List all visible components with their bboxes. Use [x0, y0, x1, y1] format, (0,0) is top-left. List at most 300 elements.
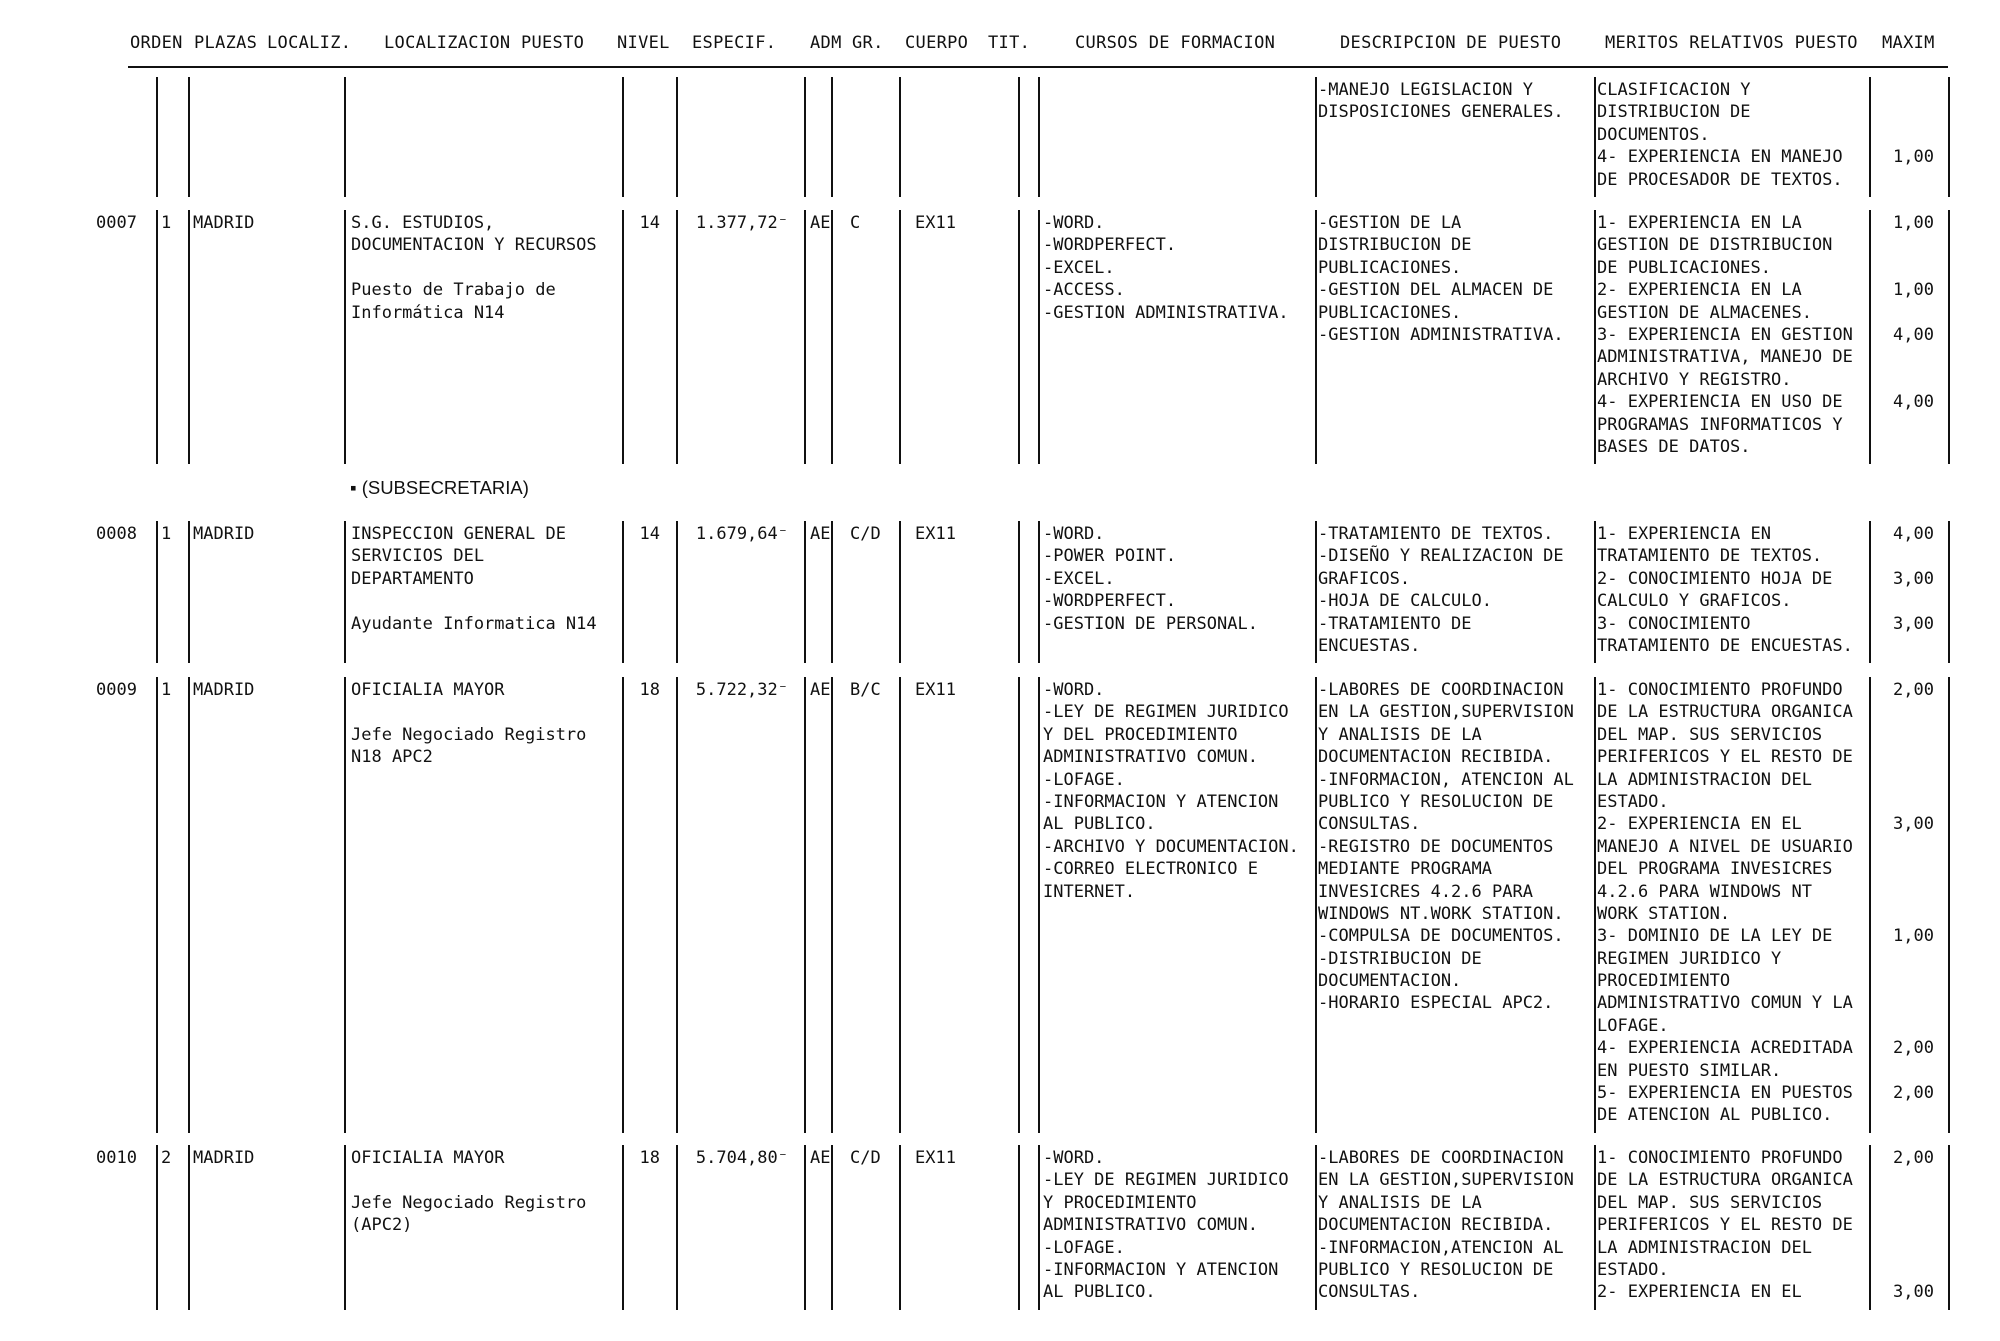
cell-maxim-line: 3,00 — [1893, 568, 1934, 589]
column-rule — [676, 77, 678, 197]
cell-descripcion — [1318, 212, 1564, 346]
cell-meritos-line: DE ATENCION AL PUBLICO. — [1597, 1105, 1833, 1126]
cell-descripcion-line: PUBLICO Y RESOLUCION DE — [1318, 791, 1554, 812]
cell-localizacion — [351, 212, 597, 324]
cell-maxim-line — [1862, 234, 1934, 256]
cell-localizacion-line: Jefe Negociado Registro — [351, 1192, 587, 1213]
cell-meritos-line: LA ADMINISTRACION DEL — [1597, 769, 1812, 790]
cell-localizacion-line: (APC2) — [351, 1215, 413, 1236]
column-rule — [899, 677, 901, 1133]
column-rule — [1018, 521, 1020, 663]
cell-orden: 0009 — [96, 680, 137, 700]
cell-maxim-line — [1862, 436, 1934, 458]
cell-maxim-line — [1862, 169, 1934, 191]
cell-descripcion-line: CONSULTAS. — [1318, 1282, 1421, 1303]
cell-descripcion-line: WINDOWS NT.WORK STATION. — [1318, 903, 1564, 924]
cell-meritos-line: PROCEDIMIENTO — [1597, 971, 1731, 992]
header-meritos: MERITOS RELATIVOS PUESTO — [1605, 33, 1858, 53]
cell-localizacion-line: N18 APC2 — [351, 747, 433, 768]
column-rule — [1948, 210, 1950, 464]
cell-meritos-line: PERIFERICOS Y EL RESTO DE — [1597, 747, 1853, 768]
column-rule — [1315, 1145, 1317, 1310]
cell-descripcion-line: -LABORES DE COORDINACION — [1318, 1148, 1564, 1168]
cell-cursos-line: ADMINISTRATIVO COMUN. — [1043, 747, 1258, 768]
cell-cursos-line: -GESTION DE PERSONAL. — [1043, 613, 1258, 634]
cell-cursos-line: -EXCEL. — [1043, 257, 1115, 278]
cell-especif: 1.377,72⁻ — [695, 213, 788, 233]
cell-maxim-line — [1862, 635, 1934, 657]
column-rule — [804, 521, 806, 663]
cell-descripcion-line: -INFORMACION,ATENCION AL — [1318, 1237, 1564, 1258]
cell-localizacion-line — [351, 590, 597, 612]
cell-descripcion-line: -DISEÑO Y REALIZACION DE — [1318, 546, 1564, 567]
cell-localizacion-line: OFICIALIA MAYOR — [351, 680, 505, 700]
header-descripcion: DESCRIPCION DE PUESTO — [1340, 33, 1562, 53]
column-rule — [1038, 1145, 1040, 1310]
cell-meritos-line: DEL PROGRAMA INVESICRES — [1597, 859, 1833, 880]
cell-meritos-line: GESTION DE ALMACENES. — [1597, 302, 1812, 323]
column-rule — [344, 210, 346, 464]
cell-maxim-line — [1862, 858, 1934, 880]
cell-maxim-line — [1862, 1214, 1934, 1236]
cell-orden: 0010 — [96, 1148, 137, 1168]
header-rule — [128, 66, 1948, 68]
cell-cursos-line: AL PUBLICO. — [1043, 1282, 1156, 1303]
column-rule — [188, 210, 190, 464]
cell-cursos — [1043, 1147, 1289, 1304]
cell-maxim-line: 3,00 — [1893, 814, 1934, 835]
cell-maxim-line: 3,00 — [1893, 1282, 1934, 1303]
cell-orden: 0008 — [96, 524, 137, 544]
cell-localizacion-line — [351, 257, 597, 279]
column-rule — [1038, 677, 1040, 1133]
cell-cursos-line: -INFORMACION Y ATENCION — [1043, 791, 1279, 812]
cell-cuerpo: EX11 — [915, 680, 956, 700]
header-tit: TIT. — [988, 33, 1031, 53]
cell-meritos-line: 3- CONOCIMIENTO — [1597, 613, 1751, 634]
cell-meritos-line: 2- EXPERIENCIA EN LA — [1597, 280, 1802, 301]
cell-descripcion-line: -TRATAMIENTO DE TEXTOS. — [1318, 524, 1554, 544]
cell-nivel: 18 — [639, 1148, 660, 1168]
cell-cursos-line: -WORD. — [1043, 680, 1105, 700]
cell-plazas: 1 — [161, 213, 172, 233]
cell-descripcion-line: -GESTION ADMINISTRATIVA. — [1318, 324, 1564, 345]
column-rule — [156, 77, 158, 197]
cell-meritos-line: CLASIFICACION Y — [1597, 80, 1751, 100]
cell-descripcion-line: PUBLICO Y RESOLUCION DE — [1318, 1259, 1554, 1280]
column-rule — [1594, 77, 1596, 197]
column-rule — [1315, 521, 1317, 663]
cell-meritos-line: LOFAGE. — [1597, 1015, 1669, 1036]
cell-maxim — [1862, 523, 1934, 657]
column-rule — [899, 1145, 901, 1310]
cell-meritos-line: WORK STATION. — [1597, 903, 1731, 924]
cell-maxim — [1862, 679, 1934, 1127]
cell-localizacion — [351, 523, 597, 635]
column-rule — [1038, 77, 1040, 197]
cell-maxim-line — [1862, 1060, 1934, 1082]
cell-descripcion-line: -HORARIO ESPECIAL APC2. — [1318, 993, 1554, 1014]
cell-cursos — [1043, 679, 1299, 903]
cell-localizacion-line — [351, 1169, 586, 1191]
cell-gr: C — [850, 213, 861, 233]
cell-meritos — [1597, 679, 1853, 1127]
cell-descripcion-line: -DISTRIBUCION DE — [1318, 948, 1482, 969]
section-label: ▪ (SUBSECRETARIA) — [350, 477, 529, 498]
cell-meritos-line: DE PROCESADOR DE TEXTOS. — [1597, 169, 1843, 190]
cell-adm: AE — [810, 213, 831, 233]
cell-maxim-line: 1,00 — [1893, 147, 1934, 168]
cell-maxim-line — [1862, 701, 1934, 723]
cell-maxim-line — [1862, 836, 1934, 858]
cell-meritos — [1597, 1147, 1853, 1304]
cell-maxim-line: 4,00 — [1893, 324, 1934, 345]
cell-descripcion — [1318, 1147, 1574, 1304]
cell-gr: C/D — [850, 1148, 881, 1168]
cell-maxim-line — [1862, 346, 1934, 368]
cell-descripcion-line: EN LA GESTION,SUPERVISION — [1318, 702, 1574, 723]
cell-meritos-line: 4- EXPERIENCIA EN MANEJO — [1597, 147, 1843, 168]
column-rule — [831, 521, 833, 663]
cell-maxim-line: 2,00 — [1893, 1083, 1934, 1104]
column-rule — [804, 77, 806, 197]
cell-meritos-line: DE LA ESTRUCTURA ORGANICA — [1597, 1170, 1853, 1191]
header-adm: ADM — [810, 33, 842, 53]
cell-maxim-line: 2,00 — [1893, 1148, 1934, 1168]
cell-localizacion-line: Puesto de Trabajo de — [351, 280, 556, 301]
cell-descripcion-line: -INFORMACION, ATENCION AL — [1318, 769, 1574, 790]
column-rule — [188, 77, 190, 197]
cell-maxim-line — [1862, 1169, 1934, 1191]
cell-meritos-line: EN PUESTO SIMILAR. — [1597, 1060, 1782, 1081]
cell-localizacion-line: Jefe Negociado Registro — [351, 724, 587, 745]
cell-localizacion-line: DEPARTAMENTO — [351, 568, 474, 589]
cell-maxim-line — [1862, 791, 1934, 813]
cell-maxim-line: 2,00 — [1893, 680, 1934, 700]
cell-cursos-line: Y PROCEDIMIENTO — [1043, 1192, 1197, 1213]
cell-maxim-line — [1862, 746, 1934, 768]
column-rule — [676, 521, 678, 663]
cell-gr: B/C — [850, 680, 881, 700]
cell-localizacion — [351, 679, 586, 769]
cell-cursos — [1043, 212, 1289, 324]
column-rule — [676, 210, 678, 464]
column-rule — [1018, 77, 1020, 197]
cell-meritos-line: ADMINISTRATIVA, MANEJO DE — [1597, 347, 1853, 368]
cell-maxim — [1862, 1147, 1934, 1304]
column-rule — [676, 677, 678, 1133]
column-rule — [622, 677, 624, 1133]
column-rule — [1594, 1145, 1596, 1310]
cell-nivel: 18 — [639, 680, 660, 700]
cell-gr: C/D — [850, 524, 881, 544]
column-rule — [156, 1145, 158, 1310]
cell-especif: 5.704,80⁻ — [695, 1148, 788, 1168]
cell-meritos-line: BASES DE DATOS. — [1597, 436, 1751, 457]
cell-descripcion-line: PUBLICACIONES. — [1318, 302, 1462, 323]
cell-cursos-line: -WORD. — [1043, 524, 1105, 544]
cell-meritos-line: GESTION DE DISTRIBUCION — [1597, 235, 1833, 256]
header-cuerpo: CUERPO — [905, 33, 969, 53]
cell-maxim-line — [1862, 79, 1934, 101]
column-rule — [1594, 210, 1596, 464]
cell-cursos-line: ADMINISTRATIVO COMUN. — [1043, 1215, 1258, 1236]
cell-meritos-line: ESTADO. — [1597, 1259, 1669, 1280]
column-rule — [1315, 210, 1317, 464]
cell-maxim-line: 1,00 — [1893, 926, 1934, 947]
column-rule — [899, 77, 901, 197]
cell-meritos-line: TRATAMIENTO DE TEXTOS. — [1597, 546, 1823, 567]
cell-descripcion-line: -GESTION DE LA — [1318, 213, 1462, 233]
cell-cursos-line: -EXCEL. — [1043, 568, 1115, 589]
cell-maxim-line — [1862, 992, 1934, 1014]
cell-meritos-line: DEL MAP. SUS SERVICIOS — [1597, 1192, 1823, 1213]
column-rule — [804, 677, 806, 1133]
header-plazas: PLAZAS — [194, 33, 258, 53]
cell-meritos-line: DOCUMENTOS. — [1597, 124, 1710, 145]
cell-localizacion-line: INSPECCION GENERAL DE — [351, 524, 566, 544]
cell-plazas: 2 — [161, 1148, 172, 1168]
cell-meritos-line: 4- EXPERIENCIA ACREDITADA — [1597, 1038, 1853, 1059]
column-rule — [1315, 677, 1317, 1133]
cell-meritos-line: MANEJO A NIVEL DE USUARIO — [1597, 836, 1853, 857]
cell-maxim-line: 1,00 — [1893, 213, 1934, 233]
cell-cursos-line: -WORD. — [1043, 1148, 1105, 1168]
cell-meritos-line: 4.2.6 PARA WINDOWS NT — [1597, 881, 1812, 902]
cell-descripcion-line: ENCUESTAS. — [1318, 635, 1421, 656]
cell-cursos-line: -ARCHIVO Y DOCUMENTACION. — [1043, 836, 1299, 857]
header-maxim: MAXIM — [1882, 33, 1935, 53]
cell-plazas: 1 — [161, 524, 172, 544]
cell-cursos-line: INTERNET. — [1043, 881, 1136, 902]
column-rule — [344, 1145, 346, 1310]
cell-cuerpo: EX11 — [915, 1148, 956, 1168]
header-gr: GR. — [852, 33, 884, 53]
cell-descripcion-line: -REGISTRO DE DOCUMENTOS — [1318, 836, 1554, 857]
column-rule — [804, 210, 806, 464]
cell-maxim-line — [1862, 1192, 1934, 1214]
cell-localiz: MADRID — [193, 213, 255, 233]
cell-maxim-line — [1862, 590, 1934, 612]
column-rule — [1948, 521, 1950, 663]
column-rule — [156, 210, 158, 464]
column-rule — [1018, 677, 1020, 1133]
cell-cuerpo: EX11 — [915, 213, 956, 233]
cell-meritos-line: 1- EXPERIENCIA EN — [1597, 524, 1771, 544]
cell-cursos-line: -INFORMACION Y ATENCION — [1043, 1259, 1279, 1280]
cell-adm: AE — [810, 680, 831, 700]
column-rule — [1018, 210, 1020, 464]
column-rule — [1018, 1145, 1020, 1310]
cell-cursos-line: -GESTION ADMINISTRATIVA. — [1043, 302, 1289, 323]
cell-cursos-line: Y DEL PROCEDIMIENTO — [1043, 724, 1238, 745]
cell-descripcion-line: PUBLICACIONES. — [1318, 257, 1462, 278]
cell-meritos-line: DEL MAP. SUS SERVICIOS — [1597, 724, 1823, 745]
column-rule — [622, 210, 624, 464]
cell-meritos — [1597, 79, 1843, 191]
cell-cursos-line: -LEY DE REGIMEN JURIDICO — [1043, 702, 1289, 723]
column-rule — [899, 521, 901, 663]
cell-cursos — [1043, 523, 1258, 635]
cell-adm: AE — [810, 524, 831, 544]
cell-especif: 1.679,64⁻ — [695, 524, 788, 544]
cell-meritos-line: 1- CONOCIMIENTO PROFUNDO — [1597, 680, 1843, 700]
cell-localizacion-line: SERVICIOS DEL — [351, 546, 485, 567]
column-rule — [188, 677, 190, 1133]
cell-meritos-line: 1- CONOCIMIENTO PROFUNDO — [1597, 1148, 1843, 1168]
column-rule — [831, 1145, 833, 1310]
cell-maxim-line — [1862, 1104, 1934, 1126]
cell-cursos-line: -ACCESS. — [1043, 280, 1125, 301]
cell-maxim-line — [1862, 101, 1934, 123]
cell-localiz: MADRID — [193, 680, 255, 700]
cell-meritos-line: ESTADO. — [1597, 791, 1669, 812]
cell-localiz: MADRID — [193, 1148, 255, 1168]
column-rule — [1948, 1145, 1950, 1310]
cell-cuerpo: EX11 — [915, 524, 956, 544]
cell-maxim-line — [1862, 769, 1934, 791]
cell-descripcion-line: Y ANALISIS DE LA — [1318, 724, 1482, 745]
header-nivel: NIVEL — [617, 33, 670, 53]
column-rule — [188, 1145, 190, 1310]
cell-localizacion — [351, 1147, 586, 1237]
cell-meritos-line: PERIFERICOS Y EL RESTO DE — [1597, 1215, 1853, 1236]
column-rule — [188, 521, 190, 663]
cell-meritos-line: LA ADMINISTRACION DEL — [1597, 1237, 1812, 1258]
cell-meritos-line: TRATAMIENTO DE ENCUESTAS. — [1597, 635, 1853, 656]
cell-nivel: 14 — [639, 524, 660, 544]
cell-maxim-line — [1862, 257, 1934, 279]
column-rule — [831, 210, 833, 464]
cell-especif: 5.722,32⁻ — [695, 680, 788, 700]
header-localiz: LOCALIZ. — [267, 33, 352, 53]
cell-cursos-line: -LEY DE REGIMEN JURIDICO — [1043, 1170, 1289, 1191]
cell-descripcion-line: -HOJA DE CALCULO. — [1318, 591, 1492, 612]
cell-maxim-line — [1862, 970, 1934, 992]
cell-descripcion-line: DISPOSICIONES GENERALES. — [1318, 102, 1564, 123]
column-rule — [622, 77, 624, 197]
cell-maxim — [1862, 212, 1934, 458]
cell-meritos-line: CALCULO Y GRAFICOS. — [1597, 591, 1792, 612]
cell-descripcion-line: -LABORES DE COORDINACION — [1318, 680, 1564, 700]
column-rule — [1594, 677, 1596, 1133]
column-rule — [156, 677, 158, 1133]
header-especif: ESPECIF. — [692, 33, 777, 53]
cell-localizacion-line — [351, 701, 586, 723]
cell-nivel: 14 — [639, 213, 660, 233]
header-cursos: CURSOS DE FORMACION — [1075, 33, 1276, 53]
cell-meritos-line: 3- DOMINIO DE LA LEY DE — [1597, 926, 1833, 947]
cell-localizacion-line: DOCUMENTACION Y RECURSOS — [351, 235, 597, 256]
cell-cursos-line: -WORD. — [1043, 213, 1105, 233]
cell-maxim-line — [1862, 545, 1934, 567]
cell-descripcion-line: DOCUMENTACION RECIBIDA. — [1318, 747, 1554, 768]
cell-maxim-line — [1862, 302, 1934, 324]
column-rule — [831, 77, 833, 197]
cell-meritos-line: REGIMEN JURIDICO Y — [1597, 948, 1782, 969]
cell-descripcion-line: GRAFICOS. — [1318, 568, 1411, 589]
cell-descripcion — [1318, 523, 1564, 657]
column-rule — [1948, 677, 1950, 1133]
cell-meritos-line: 3- EXPERIENCIA EN GESTION — [1597, 324, 1853, 345]
cell-meritos-line: PROGRAMAS INFORMATICOS Y — [1597, 414, 1843, 435]
cell-descripcion-line: MEDIANTE PROGRAMA — [1318, 859, 1492, 880]
cell-maxim-line: 4,00 — [1893, 392, 1934, 413]
cell-descripcion-line: CONSULTAS. — [1318, 814, 1421, 835]
column-rule — [1948, 77, 1950, 197]
cell-maxim-line — [1862, 881, 1934, 903]
cell-descripcion-line: DISTRIBUCION DE — [1318, 235, 1472, 256]
column-rule — [676, 1145, 678, 1310]
column-rule — [1038, 210, 1040, 464]
column-rule — [1038, 521, 1040, 663]
cell-maxim-line: 3,00 — [1893, 613, 1934, 634]
cell-localizacion-line: Ayudante Informatica N14 — [351, 613, 597, 634]
cell-descripcion-line: -GESTION DEL ALMACEN DE — [1318, 280, 1554, 301]
column-rule — [622, 1145, 624, 1310]
cell-meritos-line: 2- CONOCIMIENTO HOJA DE — [1597, 568, 1833, 589]
cell-meritos-line: DE LA ESTRUCTURA ORGANICA — [1597, 702, 1853, 723]
cell-descripcion-line: -TRATAMIENTO DE — [1318, 613, 1472, 634]
cell-descripcion-line: DOCUMENTACION. — [1318, 971, 1462, 992]
cell-meritos-line: 1- EXPERIENCIA EN LA — [1597, 213, 1802, 233]
cell-adm: AE — [810, 1148, 831, 1168]
cell-maxim-line — [1862, 1237, 1934, 1259]
header-orden: ORDEN — [130, 33, 183, 53]
cell-plazas: 1 — [161, 680, 172, 700]
cell-descripcion-line: DOCUMENTACION RECIBIDA. — [1318, 1215, 1554, 1236]
cell-maxim-line — [1862, 1015, 1934, 1037]
column-rule — [1315, 77, 1317, 197]
cell-meritos-line: 2- EXPERIENCIA EN EL — [1597, 814, 1802, 835]
cell-descripcion-line: EN LA GESTION,SUPERVISION — [1318, 1170, 1574, 1191]
cell-cursos-line: AL PUBLICO. — [1043, 814, 1156, 835]
cell-meritos — [1597, 212, 1853, 458]
cell-maxim-line — [1862, 124, 1934, 146]
column-rule — [344, 77, 346, 197]
cell-localizacion-line: S.G. ESTUDIOS, — [351, 213, 495, 233]
cell-meritos-line: DISTRIBUCION DE — [1597, 102, 1751, 123]
cell-localizacion-line: OFICIALIA MAYOR — [351, 1148, 505, 1168]
cell-maxim-line — [1862, 948, 1934, 970]
cell-cursos-line: -CORREO ELECTRONICO E — [1043, 859, 1258, 880]
column-rule — [344, 677, 346, 1133]
cell-maxim-line — [1862, 414, 1934, 436]
column-rule — [1594, 521, 1596, 663]
cell-descripcion — [1318, 79, 1564, 124]
cell-meritos-line: ARCHIVO Y REGISTRO. — [1597, 369, 1792, 390]
column-rule — [156, 521, 158, 663]
cell-descripcion-line: -MANEJO LEGISLACION Y — [1318, 80, 1533, 100]
column-rule — [344, 521, 346, 663]
cell-cursos-line: -LOFAGE. — [1043, 1237, 1125, 1258]
cell-meritos-line: DE PUBLICACIONES. — [1597, 257, 1771, 278]
cell-maxim — [1862, 79, 1934, 191]
cell-descripcion-line: INVESICRES 4.2.6 PARA — [1318, 881, 1533, 902]
cell-maxim-line: 4,00 — [1893, 524, 1934, 544]
cell-cursos-line: -LOFAGE. — [1043, 769, 1125, 790]
cell-maxim-line: 2,00 — [1893, 1038, 1934, 1059]
column-rule — [804, 1145, 806, 1310]
cell-meritos-line: 5- EXPERIENCIA EN PUESTOS — [1597, 1083, 1853, 1104]
cell-descripcion — [1318, 679, 1574, 1015]
cell-cursos-line: -WORDPERFECT. — [1043, 235, 1177, 256]
header-localizacion-puesto: LOCALIZACION PUESTO — [384, 33, 585, 53]
cell-localiz: MADRID — [193, 524, 255, 544]
cell-meritos-line: 2- EXPERIENCIA EN EL — [1597, 1282, 1802, 1303]
cell-meritos-line: ADMINISTRATIVO COMUN Y LA — [1597, 993, 1853, 1014]
cell-cursos-line: -POWER POINT. — [1043, 546, 1177, 567]
